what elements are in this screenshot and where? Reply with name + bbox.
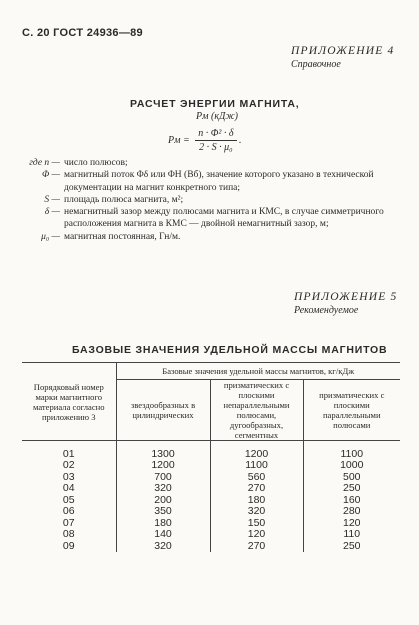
- energy-unit-line: Pм (кДж): [196, 111, 238, 122]
- col-header-prism-nonparallel: призматических с плоскими непараллельными полюсами, дугообразных, сегментных: [210, 380, 303, 441]
- table-row: 08 140 120 110: [22, 529, 400, 541]
- col-header-grade: Порядковый номер марки магнитного материала согласно приложению 3: [22, 363, 116, 441]
- table-title: БАЗОВЫЕ ЗНАЧЕНИЯ УДЕЛЬНОЙ МАССЫ МАГНИТОВ: [72, 344, 388, 356]
- definition-item: δ — немагнитный зазор между полюсами магнита и КМС, в случае симметричного расположения магнита в КМС — двойной немагнитный зазор, м;: [44, 207, 384, 230]
- formula-end: .: [239, 134, 242, 146]
- table-row: 06 350 320 280: [22, 506, 400, 518]
- formula-fraction: [195, 128, 236, 153]
- energy-formula: [168, 128, 242, 153]
- definition-item: Φ — магнитный поток Φδ или ΦН (Вб), значение которого указано в технической документации на магнит конкретного типа;: [41, 170, 374, 193]
- col-group-header: Базовые значения удельной массы магнитов, кг/кДж: [116, 363, 400, 380]
- table-row: 07 180 150 120: [22, 518, 400, 530]
- definitions-list: [22, 157, 402, 243]
- formula-denominator: 2 · S · μ₀: [199, 142, 233, 153]
- page-header: С. 20 ГОСТ 24936—89: [22, 27, 143, 39]
- formula-numerator: n · Φ² · δ: [195, 128, 236, 141]
- magnet-mass-table: [22, 362, 400, 552]
- appendix-5-label: ПРИЛОЖЕНИЕ 5: [294, 291, 398, 303]
- definition-item: μ₀ — магнитная постоянная, Гн/м.: [41, 231, 181, 242]
- col-header-prism-parallel: призматических с плоскими параллельными полюсами: [303, 380, 400, 441]
- definition-item: S — площадь полюса магнита, м²;: [44, 194, 184, 205]
- appendix-5-status: Рекомендуемое: [294, 305, 359, 316]
- table-row: 05 200 180 160: [22, 495, 400, 507]
- table-row: 03 700 560 500: [22, 472, 400, 484]
- appendix-4-status: Справочное: [291, 59, 341, 70]
- table-row: 01 1300 1200 1100: [22, 449, 400, 461]
- table-row: 04 320 270 250: [22, 483, 400, 495]
- appendix-4-label: ПРИЛОЖЕНИЕ 4: [291, 45, 395, 57]
- table-row: 02 1200 1100 1000: [22, 460, 400, 472]
- col-header-star: звездообразных в цилиндрических: [116, 380, 210, 441]
- table-row: 09 320 270 250: [22, 541, 400, 553]
- energy-title: РАСЧЕТ ЭНЕРГИИ МАГНИТА,: [130, 98, 300, 110]
- formula-lhs: Pм =: [168, 134, 190, 146]
- definition-item: где n — число полюсов;: [29, 158, 128, 168]
